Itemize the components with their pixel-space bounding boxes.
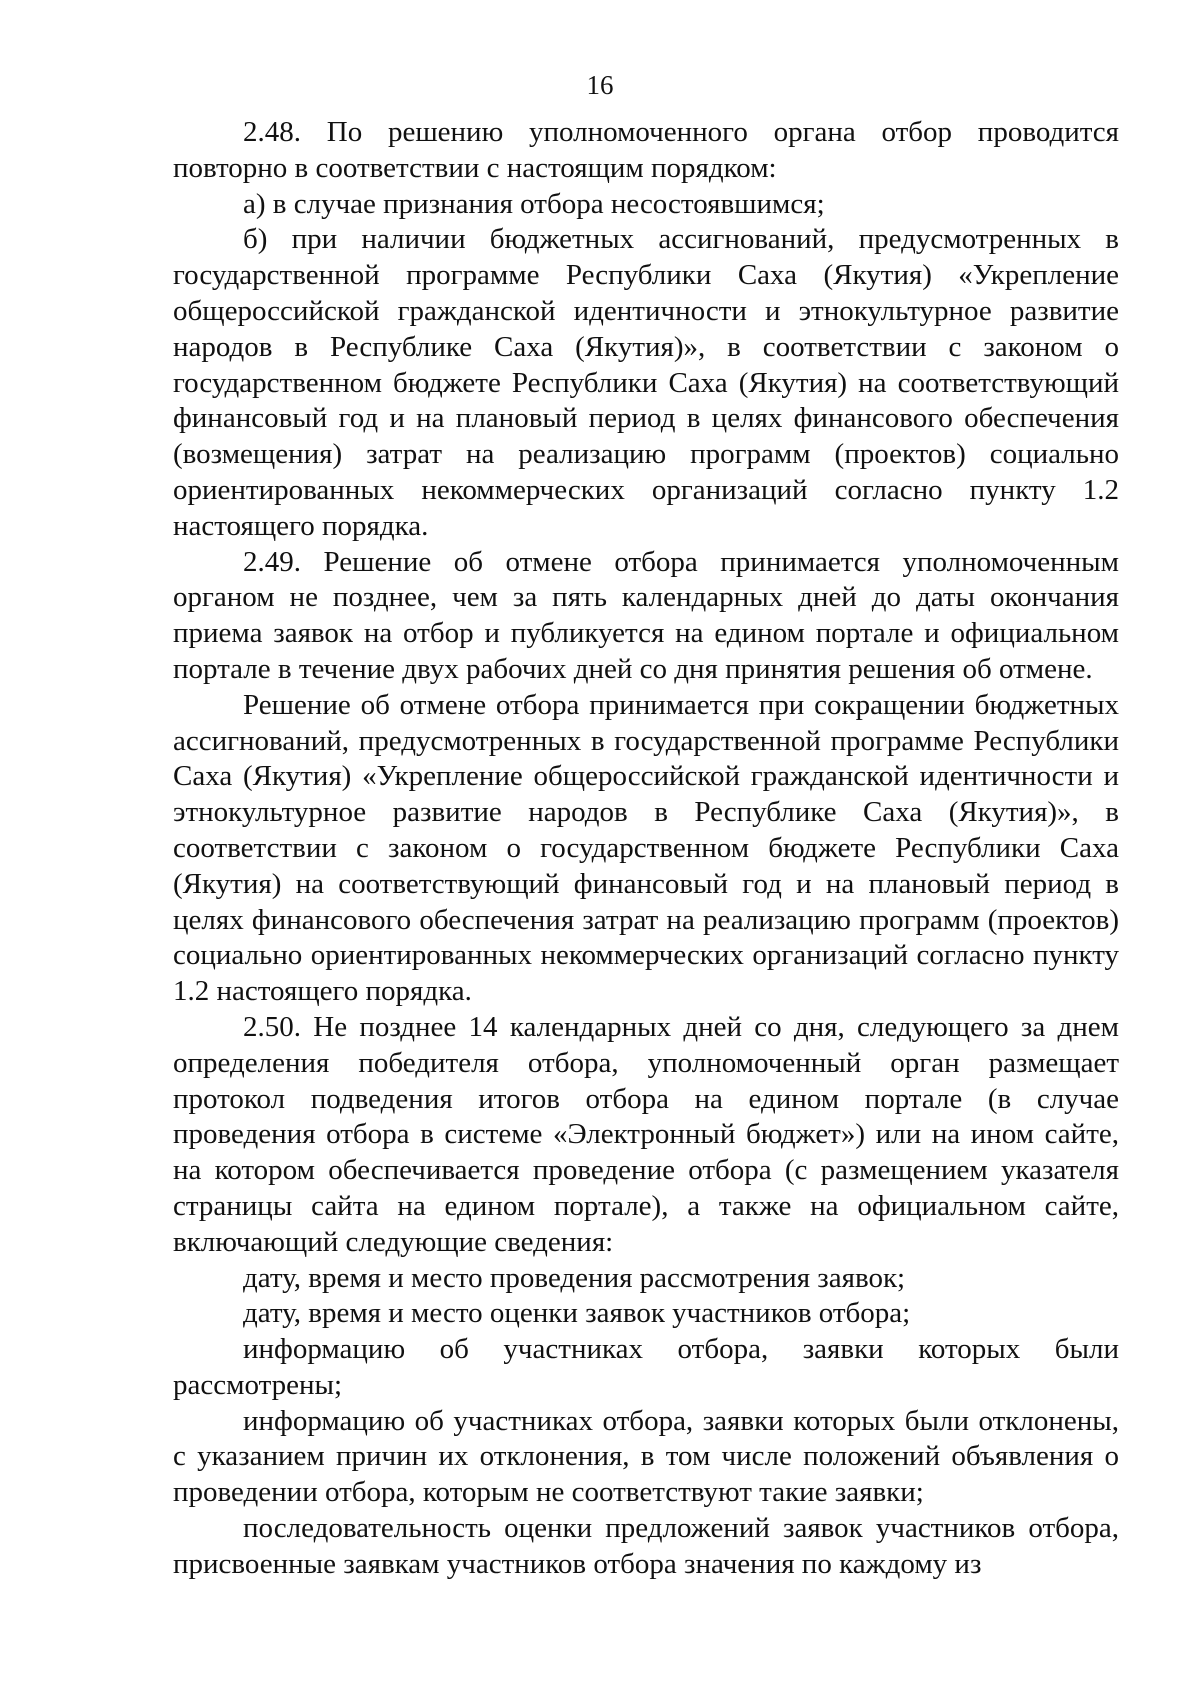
list-item-review-date: дату, время и место проведения рассмотрения заявок; (243, 1261, 906, 1294)
document-body (173, 115, 1119, 1583)
paragraph-item-b: б) при наличии бюджетных ассигнований, предусмотренных в государственной программе Республики Саха (Якутия) «Укрепление общероссийской гражданской идентичности и этнокультурное развитие народов в Республике Саха (Якутия)», в соответствии с законом о государственном бюджете Республики Саха (Якутия) на соответствующий финансовый год и на плановый период в целях финансового обеспечения (возмещения) затрат на реализацию программ (проектов) социально ориентированных некоммерческих организаций согласно пункту 1.2 настоящего порядка. (173, 223, 1119, 542)
paragraph-item-a: а) в случае признания отбора несостоявшимся; (243, 187, 825, 220)
list-item-rejected-participants: информацию об участниках отбора, заявки которых были отклонены, с указанием причин их отклонения, в том числе положений объявления о проведении отбора, которым не соответствуют такие заявки; (173, 1404, 1119, 1509)
paragraph-2-50: 2.50. Не позднее 14 календарных дней со дня, следующего за днем определения победителя отбора, уполномоченный орган размещает протокол подведения итогов отбора на едином портале (в случае проведения отбора в системе «Электронный бюджет») или на ином сайте, на котором обеспечивается проведение отбора (с размещением указателя страницы сайта на едином портале), а также на официальном сайте, включающий следующие сведения: (173, 1010, 1119, 1258)
list-item-evaluation-sequence: последовательность оценки предложений заявок участников отбора, присвоенные заявкам участников отбора значения по каждому из (173, 1512, 1119, 1580)
paragraph-2-49: 2.49. Решение об отмене отбора принимается уполномоченным органом не позднее, чем за пять календарных дней до даты окончания приема заявок на отбор и публикуется на едином портале и официальном портале в течение двух рабочих дней со дня принятия решения об отмене. (173, 545, 1119, 685)
list-item-reviewed-participants: информацию об участниках отбора, заявки которых были рассмотрены; (173, 1333, 1119, 1401)
list-item-evaluation-date: дату, время и место оценки заявок участников отбора; (243, 1297, 911, 1330)
page-number: 16 (586, 70, 614, 100)
paragraph-2-48: 2.48. По решению уполномоченного органа отбор проводится повторно в соответствии с настоящим порядком: (173, 116, 1119, 184)
paragraph-cancellation-reason: Решение об отмене отбора принимается при сокращении бюджетных ассигнований, предусмотренных в государственной программе Республики Саха (Якутия) «Укрепление общероссийской гражданской идентичности и этнокультурное развитие народов в Республике Саха (Якутия)», в соответствии с законом о государственном бюджете Республики Саха (Якутия) на соответствующий финансовый год и на плановый период в целях финансового обеспечения затрат на реализацию программ (проектов) социально ориентированных некоммерческих организаций согласно пункту 1.2 настоящего порядка. (173, 688, 1119, 1008)
